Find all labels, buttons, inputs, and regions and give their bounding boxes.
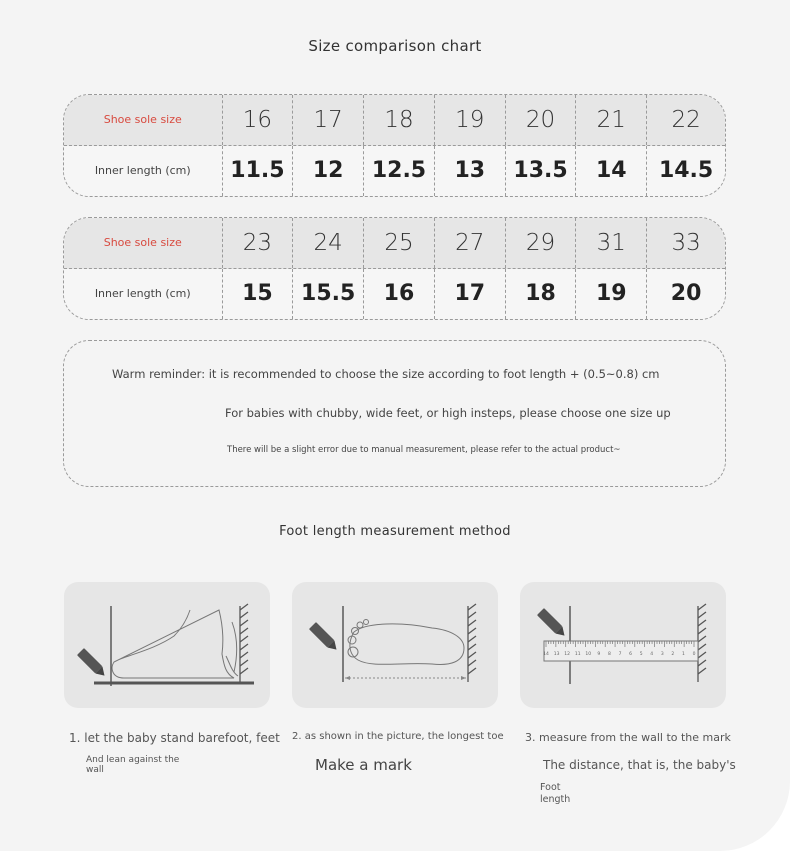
size-cell: 17 <box>293 95 364 145</box>
step-3-subcaption: The distance, that is, the baby's <box>543 758 736 772</box>
length-cell: 15.5 <box>293 269 364 320</box>
length-cell: 13 <box>435 146 506 197</box>
page-title: Size comparison chart <box>308 37 482 55</box>
sole-size-row <box>64 95 725 146</box>
step-3-caption: 3. measure from the wall to the mark <box>525 731 731 744</box>
ruler-label: 4 <box>650 652 654 657</box>
size-cell: 31 <box>576 218 647 268</box>
ruler-label: 3 <box>660 652 664 657</box>
ruler-label: 6 <box>629 652 633 657</box>
ruler-label: 5 <box>639 652 643 657</box>
sole-size-label: Shoe sole size <box>64 95 223 145</box>
step-1-illustration <box>64 582 270 708</box>
foot-top-icon <box>350 624 464 665</box>
inner-length-row <box>64 146 725 197</box>
ruler-label: 2 <box>671 652 675 657</box>
step-1-subcaption: And lean against the wall <box>86 755 180 775</box>
sole-size-label: Shoe sole size <box>64 218 223 268</box>
size-cell: 33 <box>671 229 701 256</box>
length-cell: 11.5 <box>223 146 294 197</box>
step-2-caption: 2. as shown in the picture, the longest toe <box>292 731 504 742</box>
reminder-line-1: Warm reminder: it is recommended to choose the size according to foot length + (0.5~0.8) cm <box>112 367 660 381</box>
ruler-label: 1 <box>681 652 685 657</box>
size-cell: 16 <box>223 95 294 145</box>
inner-length-label: Inner length (cm) <box>64 269 223 320</box>
length-cell: 17 <box>435 269 506 320</box>
length-cell: 12.5 <box>364 146 435 197</box>
step-2-subcaption: Make a mark <box>315 756 412 774</box>
ruler-label: 9 <box>597 652 601 657</box>
size-cell: 24 <box>293 218 364 268</box>
wall-hatch-icon <box>240 604 248 682</box>
step-1-caption: 1. let the baby stand barefoot, feet <box>69 731 280 745</box>
ruler-label: 10 <box>585 652 592 657</box>
ruler-label: 7 <box>618 652 622 657</box>
step-3-subcaption-2: Foot length <box>540 782 571 805</box>
ruler-label: 12 <box>564 652 571 657</box>
size-cell: 27 <box>435 218 506 268</box>
size-cell: 21 <box>576 95 647 145</box>
ruler-label: 0 <box>692 652 696 657</box>
pencil-icon <box>77 648 108 679</box>
length-cell: 19 <box>576 269 647 320</box>
inner-length-row <box>64 269 725 320</box>
length-cell: 14.5 <box>658 158 714 184</box>
ruler-icon <box>544 641 698 661</box>
warm-reminder-box <box>63 340 726 487</box>
length-cell: 16 <box>364 269 435 320</box>
ruler-label: 8 <box>607 652 611 657</box>
method-title: Foot length measurement method <box>279 524 511 539</box>
size-table-1 <box>63 94 726 197</box>
length-cell: 12 <box>293 146 364 197</box>
size-cell: 18 <box>364 95 435 145</box>
step-3-illustration <box>520 582 726 708</box>
size-cell: 25 <box>364 218 435 268</box>
ruler-label: 11 <box>574 652 581 657</box>
inner-length-label: Inner length (cm) <box>64 146 223 197</box>
ruler-label: 14 <box>543 652 549 657</box>
step-2-illustration <box>292 582 498 708</box>
reminder-line-3: There will be a slight error due to manual measurement, please refer to the actual product~ <box>227 445 621 455</box>
size-cell: 22 <box>671 106 701 133</box>
sole-size-row <box>64 218 725 269</box>
size-cell: 19 <box>435 95 506 145</box>
reminder-line-2: For babies with chubby, wide feet, or high insteps, please choose one size up <box>225 406 671 420</box>
length-cell: 13.5 <box>506 146 577 197</box>
foot-side-icon <box>112 610 234 678</box>
size-cell: 20 <box>506 95 577 145</box>
length-cell: 15 <box>223 269 294 320</box>
length-cell: 14 <box>576 146 647 197</box>
size-cell: 29 <box>506 218 577 268</box>
size-cell: 23 <box>223 218 294 268</box>
length-cell: 18 <box>506 269 577 320</box>
length-cell: 20 <box>670 281 702 307</box>
ruler-label: 13 <box>553 652 560 657</box>
size-table-2 <box>63 217 726 320</box>
